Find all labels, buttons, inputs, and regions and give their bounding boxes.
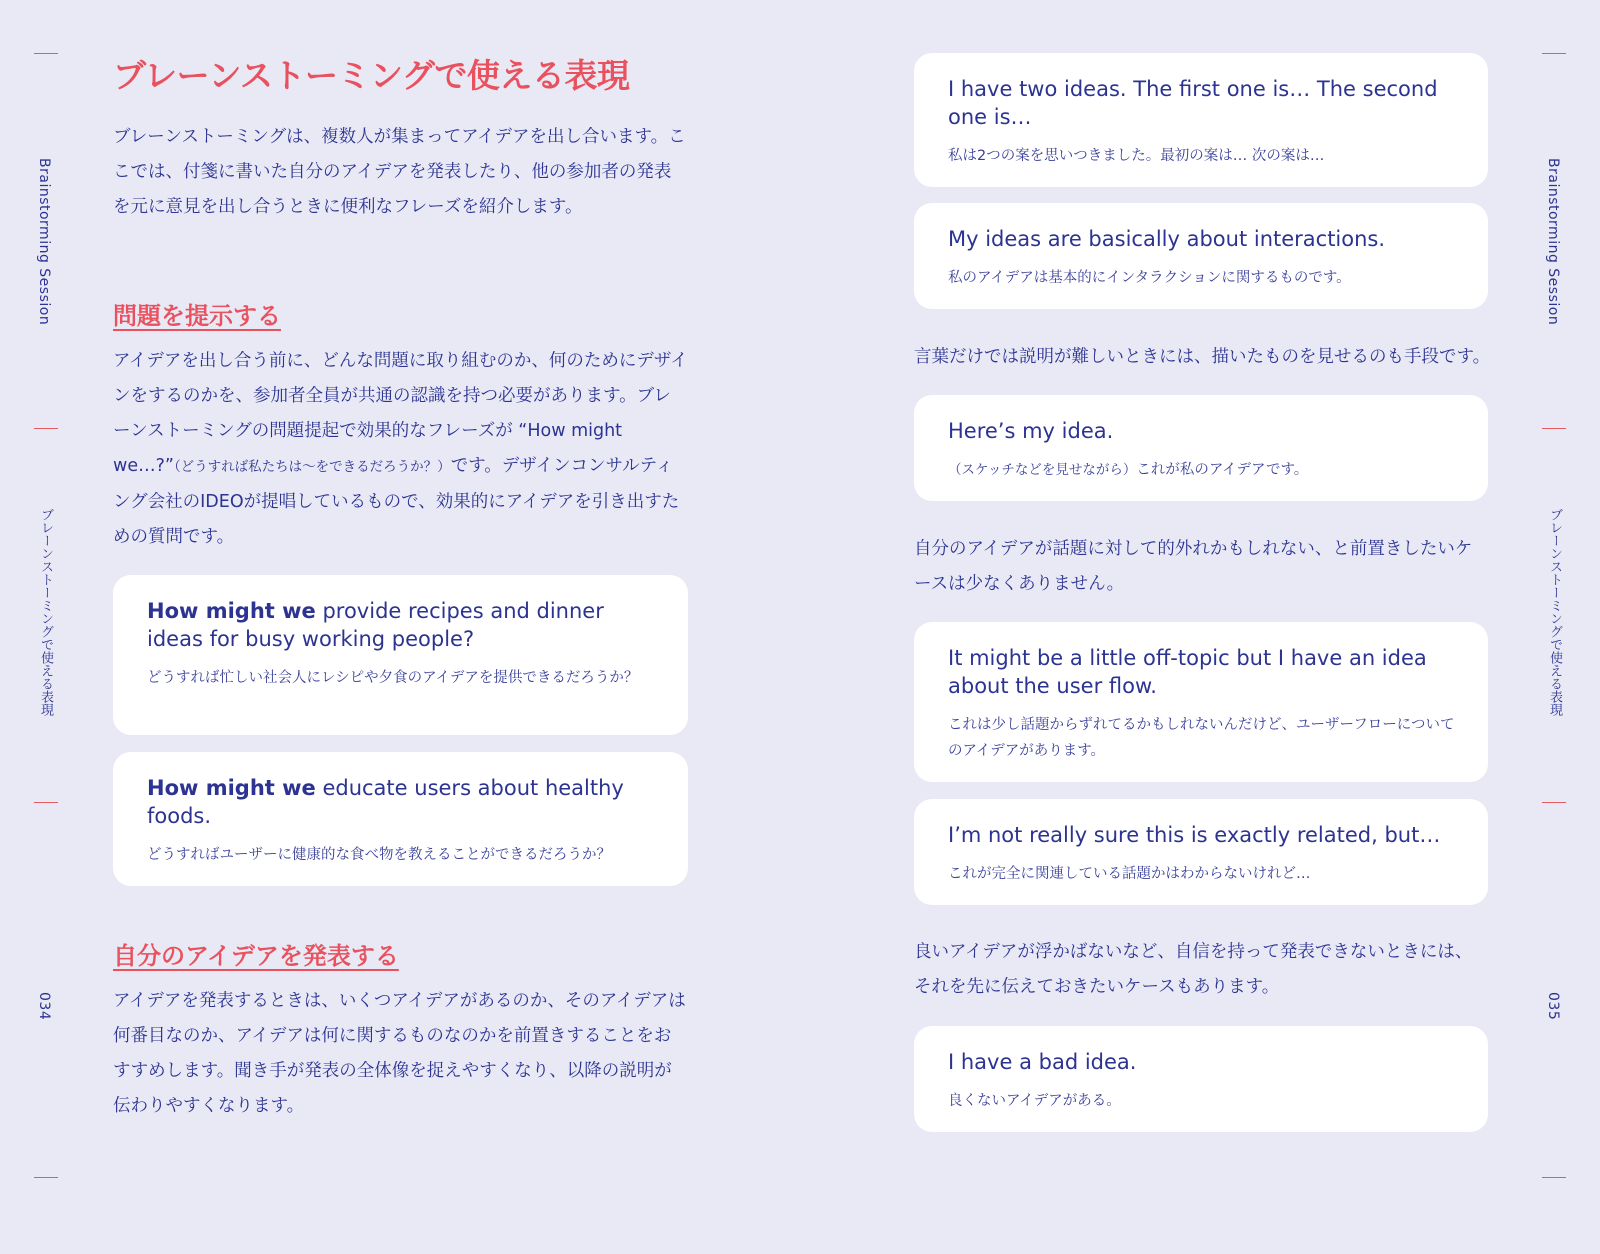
phrase-en	[147, 774, 656, 830]
intro-text: ブレーンストーミングは、複数人が集まってアイデアを出し合います。ここでは、付箋に書いた自分のアイデアを発表したり、他の参加者の発表を元に意見を出し合うときに便利なフレーズを紹介します。	[113, 127, 686, 217]
phrase-ja: これは少し話題からずれてるかもしれないんだけど、ユーザーフローについてのアイデアがあります。	[948, 717, 1455, 759]
phrase-card	[914, 799, 1488, 905]
section-body-part: です。デザインコンサルティング会社のIDEOが提唱しているもので、効果的にアイデアを引き出すための質問です。	[113, 456, 680, 547]
phrase-card	[914, 1026, 1488, 1132]
phrase-card	[113, 575, 688, 735]
page-number: 035	[1545, 992, 1561, 1021]
margin-tick	[1542, 428, 1566, 429]
phrase-en-bold: How might we	[147, 776, 316, 800]
phrase-ja: どうすれば忙しい社会人にレシピや夕食のアイデアを提供できるだろうか？	[147, 670, 639, 686]
description-text: 良いアイデアが浮かばないなど、自信を持って発表できないときには、それを先に伝えておきたいケースもあります。	[914, 942, 1473, 997]
phrase-en: My ideas are basically about interactions.	[948, 227, 1386, 251]
description-text: 言葉だけでは説明が難しいときには、描いたものを見せるのも手段です。	[914, 347, 1491, 367]
phrase-ja: 良くないアイデアがある。	[948, 1093, 1121, 1109]
phrase-en: I have a bad idea.	[948, 1050, 1137, 1074]
phrase-en: Here’s my idea.	[948, 419, 1114, 443]
section-body-problem	[113, 344, 688, 555]
margin-tick	[1542, 802, 1566, 803]
side-label-ja: ブレーンストーミングで使える表現	[1547, 508, 1562, 716]
phrase-en-rest: provide recipes and dinner ideas for busy working people?	[147, 599, 604, 651]
phrase-card	[914, 622, 1488, 782]
right-page	[800, 0, 1600, 1254]
phrase-en: It might be a little off-topic but I have an idea about the user flow.	[948, 646, 1427, 698]
phrase-card	[914, 395, 1488, 501]
section-heading-present: 自分のアイデアを発表する	[113, 942, 399, 970]
phrase-card	[113, 752, 688, 886]
phrase-ja-text: これが私のアイデアです。	[1136, 462, 1309, 478]
phrase-en-bold: How might we	[147, 599, 316, 623]
phrase-en: I have two ideas. The first one is… The second one is…	[948, 77, 1438, 129]
phrase-ja-note: （スケッチなどを見せながら）	[948, 462, 1137, 478]
phrase-en-rest: educate users about healthy foods.	[147, 776, 624, 828]
phrase-ja: 私のアイデアは基本的にインタラクションに関するものです。	[948, 270, 1351, 286]
section-body-part: アイデアを出し合う前に、どんな問題に取り組むのか、何のためにデザインをするのかを、参加者全員が共通の認識を持つ必要があります。ブレーンストーミングの問題提起で効果的なフレーズが “How might we…?”	[113, 351, 688, 476]
side-label-en: Brainstorming Session	[36, 158, 52, 326]
phrase-ja: これが完全に関連している話題かはわからないけれど…	[948, 866, 1311, 882]
margin-tick	[1542, 1177, 1566, 1178]
section-body-present: アイデアを発表するときは、いくつアイデアがあるのか、そのアイデアは何番目なのか、アイデアは何に関するものなのかを前置きすることをおすすめします。聞き手が発表の全体像を捉えやすくなり、以降の説明が伝わりやすくなります。	[113, 991, 686, 1116]
phrase-card	[914, 53, 1488, 187]
phrase-en: I’m not really sure this is exactly related, but…	[948, 823, 1441, 847]
section-body-note: （どうすれば私たちは〜をできるだろうか？）	[173, 459, 451, 475]
phrase-card	[914, 203, 1488, 309]
phrase-ja	[948, 457, 1456, 483]
phrase-ja: どうすればユーザーに健康的な食べ物を教えることができるだろうか？	[147, 847, 611, 863]
section-heading-problem: 問題を提示する	[113, 302, 281, 330]
margin-tick	[34, 802, 58, 803]
phrase-en	[147, 597, 656, 653]
margin-tick	[34, 428, 58, 429]
phrase-ja: 私は2つの案を思いつきました。最初の案は… 次の案は…	[948, 148, 1325, 164]
page-number: 034	[36, 992, 52, 1021]
description-text: 自分のアイデアが話題に対して的外れかもしれない、と前置きしたいケースは少なくありません。	[914, 539, 1473, 594]
side-label-en: Brainstorming Session	[1545, 158, 1561, 326]
margin-tick	[1542, 53, 1566, 54]
page-title: ブレーンストーミングで使える表現	[113, 56, 630, 95]
margin-tick	[34, 1177, 58, 1178]
margin-tick	[34, 53, 58, 54]
side-label-ja: ブレーンストーミングで使える表現	[38, 508, 53, 716]
